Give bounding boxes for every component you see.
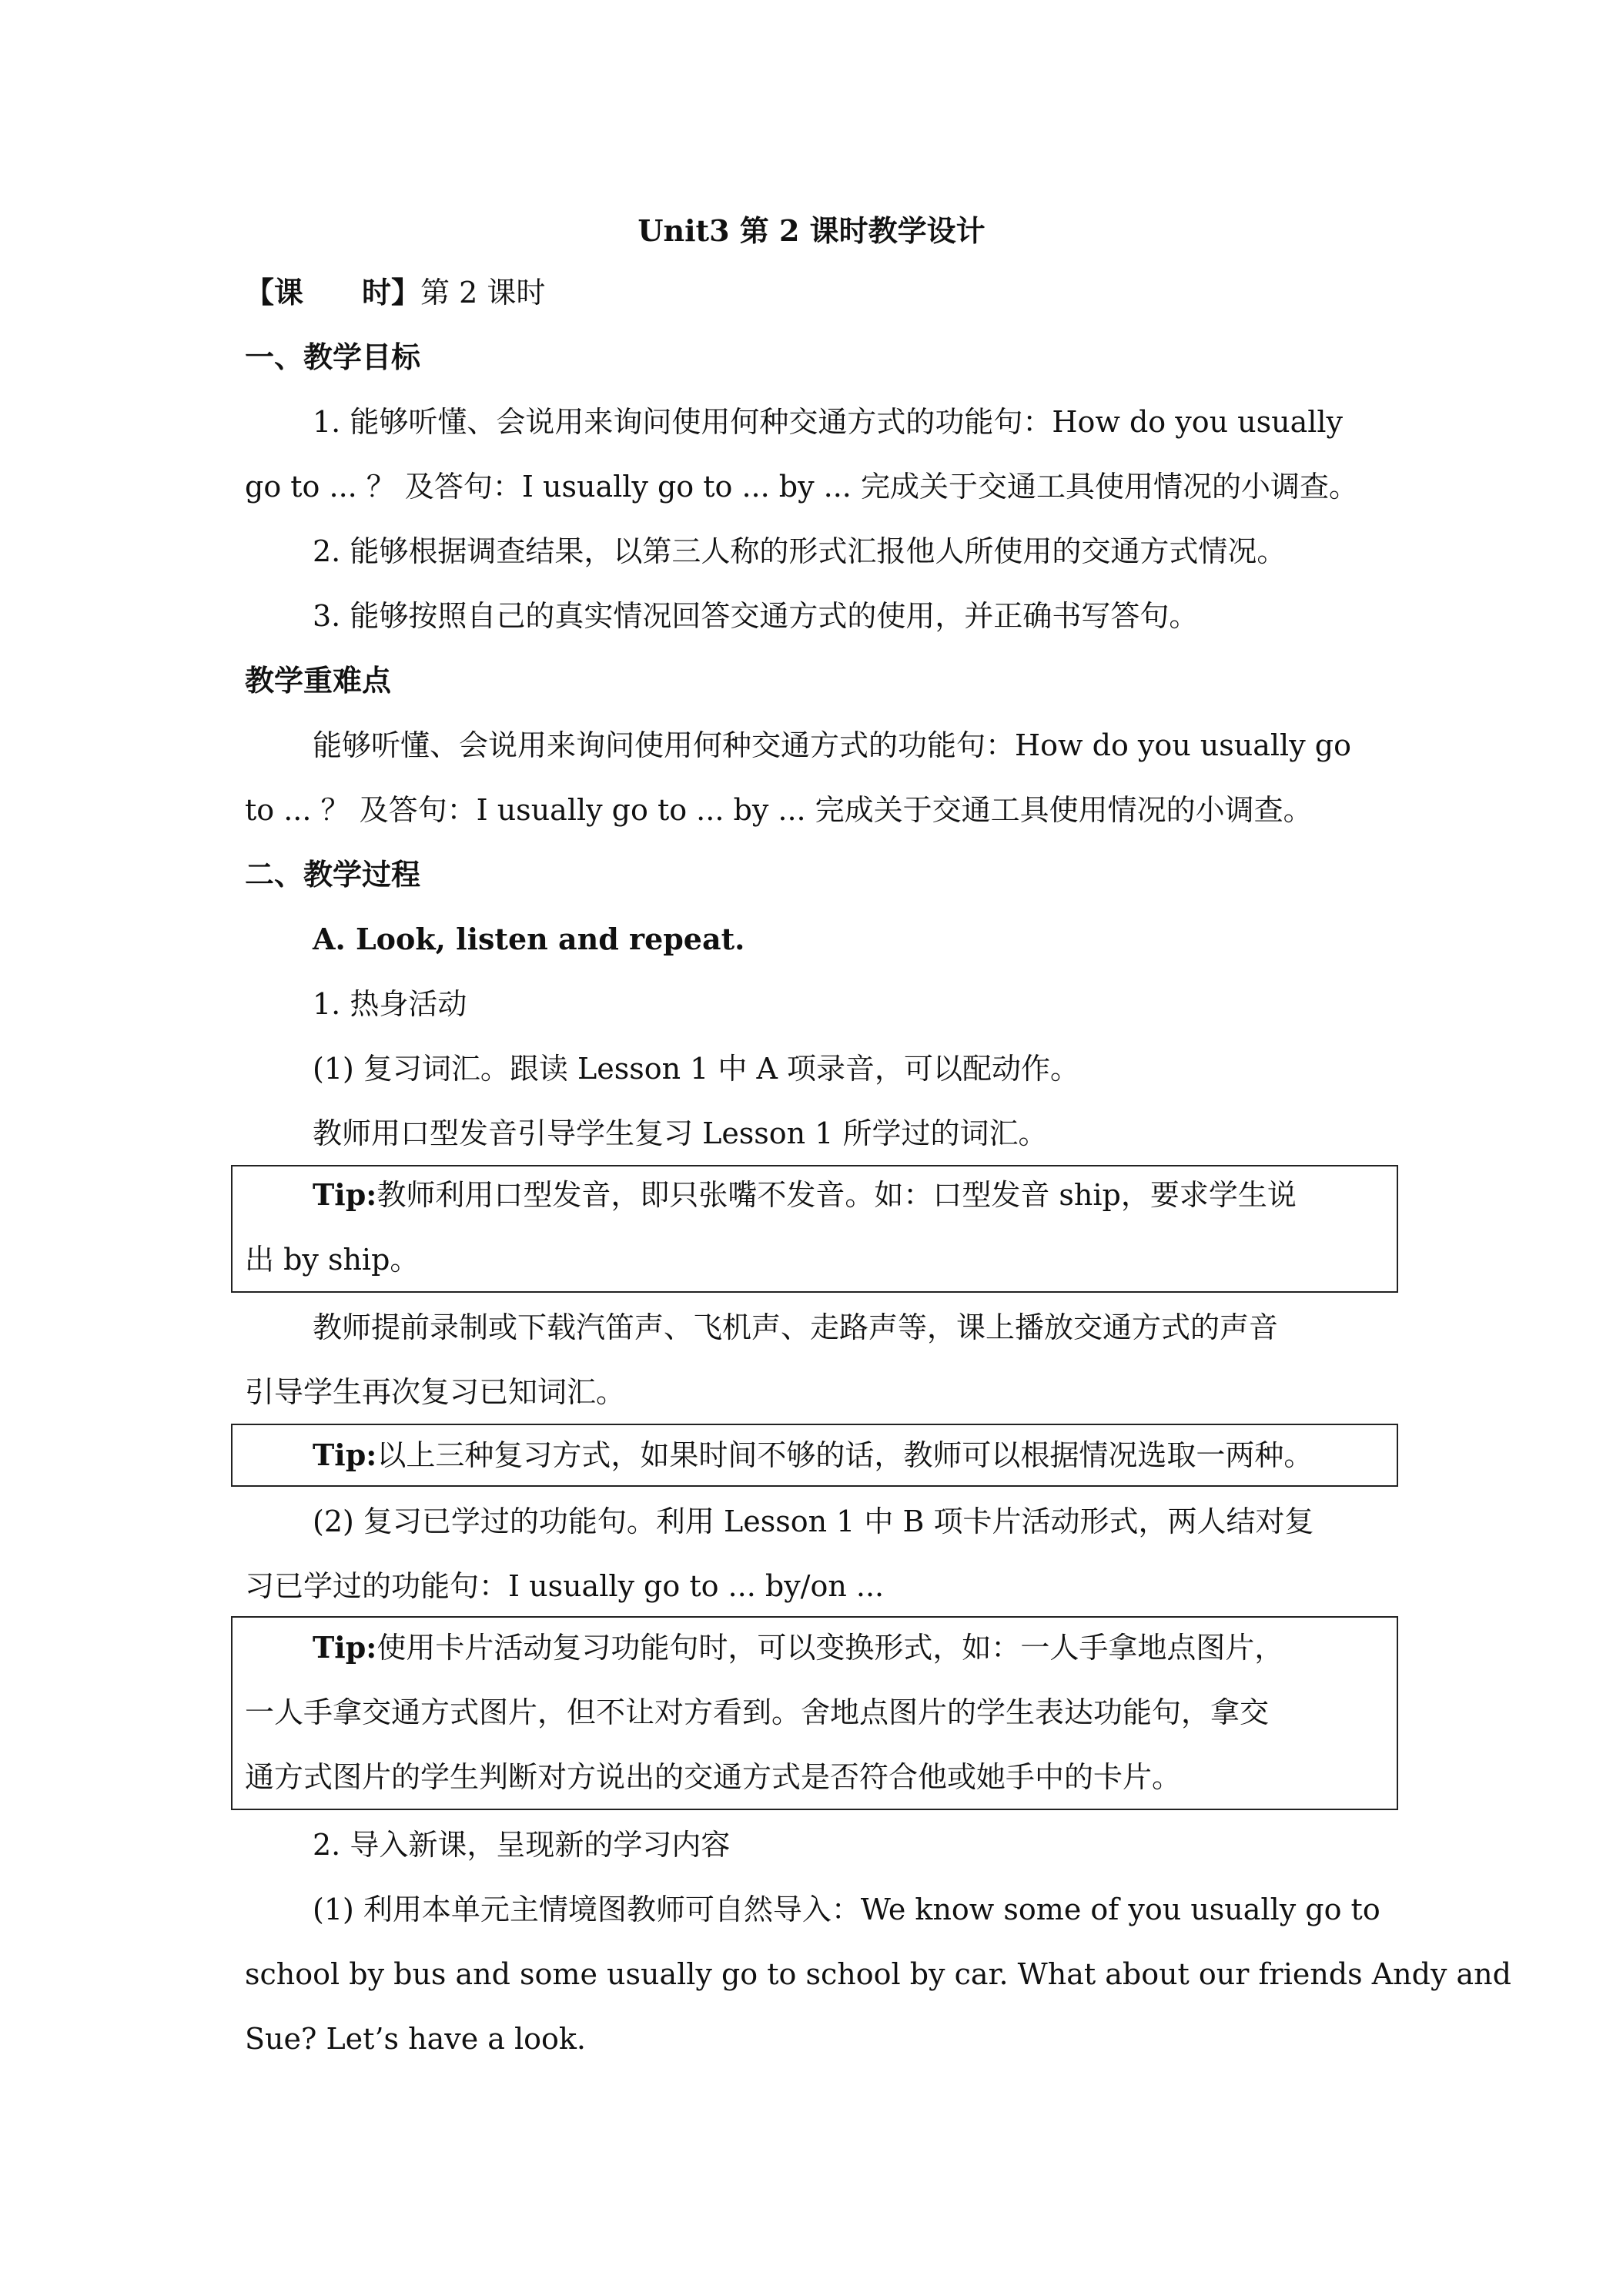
goal3: 3. 能够按照自己的真实情况回答交通方式的使用，并正确书写答句。	[313, 599, 1199, 633]
step1-1: (1) 复习词汇。跟读 Lesson 1 中 A 项录音，可以配动作。	[313, 1052, 1079, 1086]
step1: 1. 热身活动	[313, 987, 467, 1021]
keypoints-heading: 教学重难点	[245, 663, 392, 698]
tip3-line1	[313, 1625, 1386, 1671]
tip2-line1	[313, 1432, 1386, 1478]
step2-1-line1: (1) 利用本单元主情境图教师可自然导入：We know some of you usually go to	[313, 1893, 1380, 1926]
step1-2-line1: (2) 复习已学过的功能句。利用 Lesson 1 中 B 项卡片活动形式，两人结对复	[313, 1504, 1314, 1538]
tip2-label: Tip:	[313, 1438, 377, 1472]
lesson-row	[245, 269, 1386, 316]
goal1-line2: go to ... ？ 及答句：I usually go to ... by ... 完成关于交通工具使用情况的小调查。	[245, 470, 1358, 504]
step2: 2. 导入新课，呈现新的学习内容	[313, 1828, 731, 1862]
tip3-label: Tip:	[313, 1630, 377, 1665]
tip3-line2: 一人手拿交通方式图片，但不让对方看到。舍地点图片的学生表达功能句，拿交	[245, 1695, 1270, 1729]
tip1-line1	[313, 1172, 1386, 1218]
goal2: 2. 能够根据调查结果，以第三人称的形式汇报他人所使用的交通方式情况。	[313, 534, 1287, 568]
goal1-line1: 1. 能够听懂、会说用来询问使用何种交通方式的功能句：How do you usually	[313, 405, 1344, 439]
keypoints-line2: to ... ？ 及答句：I usually go to ... by ... 完成关于交通工具使用情况的小调查。	[245, 793, 1313, 827]
section1-heading: 一、教学目标	[245, 340, 421, 374]
para-sound-line2: 引导学生再次复习已知词汇。	[245, 1375, 626, 1409]
section2-heading: 二、教学过程	[245, 857, 421, 892]
lesson-value: 第 2 课时	[420, 276, 546, 310]
keypoints-line1: 能够听懂、会说用来询问使用何种交通方式的功能句：How do you usually go	[313, 728, 1351, 762]
tip3-line3: 通方式图片的学生判断对方说出的交通方式是否符合他或她手中的卡片。	[245, 1760, 1182, 1794]
tip3-text1: 使用卡片活动复习功能句时，可以变换形式，如：一人手拿地点图片，	[376, 1631, 1284, 1665]
document-title: Unit3 第 2 课时教学设计	[637, 213, 986, 248]
lesson-label: 【课 时】	[245, 275, 421, 310]
tip1-line2: 出 by ship。	[245, 1243, 420, 1277]
tip1-text1: 教师利用口型发音，即只张嘴不发音。如：口型发音 ship，要求学生说	[376, 1178, 1297, 1212]
step2-1-line2: school by bus and some usually go to school by car. What about our friends Andy and	[245, 1957, 1511, 1991]
tip1-label: Tip:	[313, 1177, 377, 1212]
tip2-text1: 以上三种复习方式，如果时间不够的话，教师可以根据情况选取一两种。	[376, 1438, 1313, 1472]
step1-1-detail: 教师用口型发音引导学生复习 Lesson 1 所学过的词汇。	[313, 1116, 1048, 1150]
para-sound-line1: 教师提前录制或下载汽笛声、飞机声、走路声等，课上播放交通方式的声音	[313, 1310, 1279, 1344]
step1-2-line2: 习已学过的功能句：I usually go to ... by/on ...	[245, 1569, 885, 1603]
partA-heading: A. Look, listen and repeat.	[313, 922, 745, 956]
step2-1-line3: Sue? Let’s have a look.	[245, 2022, 587, 2056]
